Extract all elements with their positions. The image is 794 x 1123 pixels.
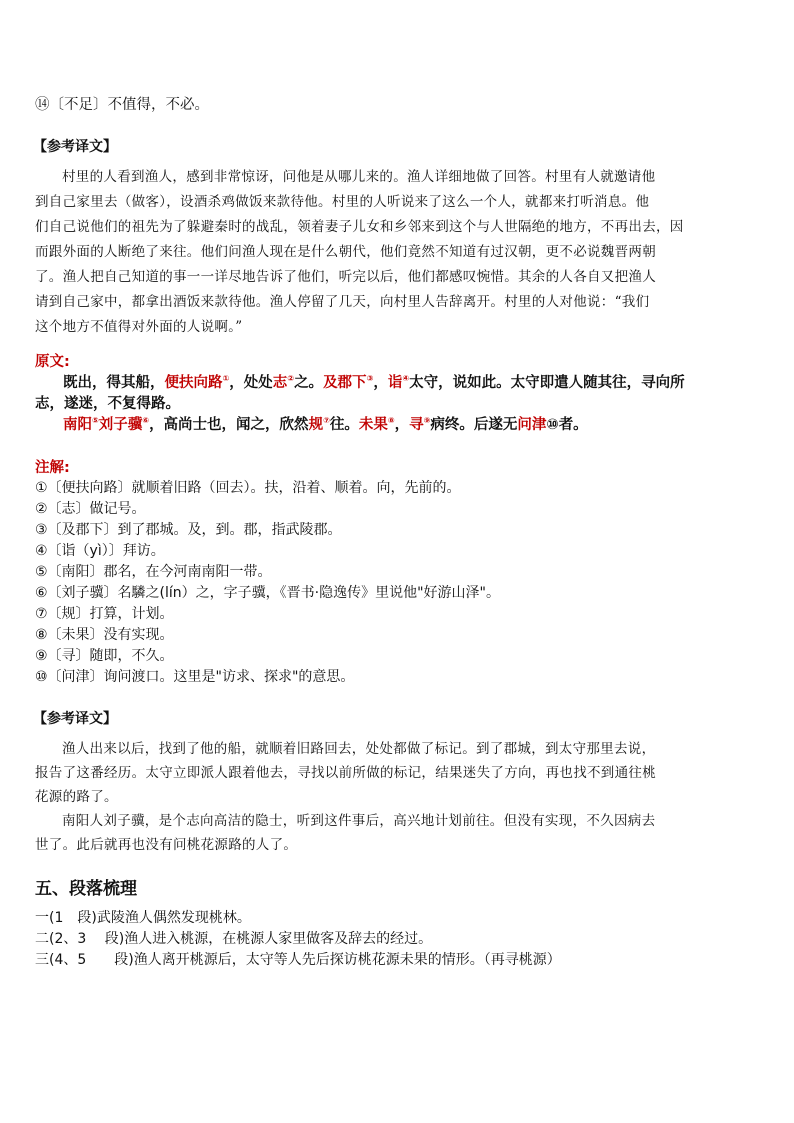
- original-text-segment: 往。: [329, 417, 359, 433]
- original-text-segment: ，: [373, 375, 388, 391]
- translation-2-line: 花源的路了。: [35, 789, 118, 805]
- original-text-segment: 者。: [558, 417, 588, 433]
- original-text-line-3: [63, 413, 588, 434]
- note-14: ⑭〔不足〕不值得，不必。: [35, 97, 209, 113]
- translation-heading-1: 【参考译文】: [33, 139, 117, 155]
- note-item: ①〔便扶向路〕就顺着旧路（回去）。扶，沿着、顺着。向，先前的。: [35, 480, 461, 496]
- note-item: ⑦〔规〕打算，计划。: [35, 606, 174, 622]
- original-text-line-2: 志，遂迷，不复得路。: [35, 396, 180, 412]
- note-item: ⑩〔问津〕询问渡口。这里是"访求、探求"的意思。: [35, 669, 355, 685]
- note-ref: ⑨: [423, 416, 431, 426]
- note-item: ④〔诣（yì）〕拜访。: [35, 543, 165, 559]
- annotated-word: 及郡下: [323, 375, 367, 391]
- translation-2-line: 南阳人刘子骥，是个志向高洁的隐士，听到这件事后，高兴地计划前往。但没有实现，不久因病去: [62, 813, 656, 829]
- paragraph-outline-item: 一(1 段)武陵渔人偶然发现桃林。: [35, 910, 251, 926]
- note-ref: ⑦: [323, 416, 330, 426]
- paragraph-outline-item: 三(4、5 段)渔人离开桃源后，太守等人先后探访桃花源未果的情形。（再寻桃源）: [35, 952, 561, 968]
- translation-1-line: 了。渔人把自己知道的事一一详尽地告诉了他们，听完以后，他们都感叹惋惜。其余的人各自又把渔人: [35, 269, 656, 285]
- translation-1-line: 请到自己家中，都拿出酒饭来款待他。渔人停留了几天，向村里人告辞离开。村里的人对他说：“我们: [35, 294, 650, 310]
- translation-1-line: 到自己家里去（做客），设酒杀鸡做饭来款待他。村里的人听说来了这么一个人，就都来打听消息。他: [35, 194, 650, 210]
- translation-heading-2: 【参考译文】: [33, 711, 117, 727]
- annotated-word: 问津: [517, 417, 547, 433]
- note-ref: ⑥: [142, 416, 150, 426]
- notes-heading: 注解:: [35, 460, 70, 476]
- annotated-word: 寻: [409, 417, 424, 433]
- original-text-segment: 太守，说如此。太守即遣人随其往，寻向所: [409, 375, 685, 391]
- original-text-segment: 既出，得其船，: [63, 375, 165, 391]
- translation-2-line: 世了。此后就再也没有问桃花源路的人了。: [35, 837, 298, 853]
- note-ref: ⑩: [546, 417, 559, 433]
- note-ref: ①: [222, 374, 230, 384]
- original-text-segment: 之。: [294, 375, 324, 391]
- paragraph-outline-item: 二(2、3 段)渔人进入桃源，在桃源人家里做客及辞去的经过。: [35, 931, 433, 947]
- annotated-word: 诣: [387, 375, 403, 391]
- translation-2-line: 报告了这番经历。太守立即派人跟着他去，寻找以前所做的标记，结果迷失了方向，再也找不到通往桃: [35, 765, 656, 781]
- annotated-word: 未果: [358, 417, 388, 433]
- translation-1-line: 而跟外面的人断绝了来往。他们问渔人现在是什么朝代，他们竟然不知道有过汉朝，更不必说魏晋两朝: [35, 244, 656, 260]
- section-5-title: 五、段落梳理: [35, 879, 137, 899]
- annotated-word: 南阳: [63, 417, 92, 433]
- translation-1-line: 村里的人看到渔人，感到非常惊讶，问他是从哪儿来的。渔人详细地做了回答。村里有人就邀请他: [62, 169, 656, 185]
- original-text-segment: ，: [394, 417, 410, 433]
- note-ref: ④: [402, 374, 410, 384]
- original-text-segment: ，高尚士也，闻之，欣然: [149, 417, 309, 433]
- note-item: ⑧〔未果〕没有实现。: [35, 627, 174, 643]
- translation-2-line: 渔人出来以后，找到了他的船，就顺着旧路回去，处处都做了标记。到了郡城，到太守那里去说，: [62, 741, 656, 757]
- annotated-word: 规: [308, 417, 324, 433]
- original-text-heading: 原文:: [35, 354, 70, 370]
- original-text-segment: 病终。后遂无: [430, 417, 518, 433]
- note-ref: ⑧: [387, 416, 395, 426]
- note-item: ③〔及郡下〕到了郡城。及，到。郡，指武陵郡。: [35, 522, 342, 538]
- original-text-segment: ，处处: [229, 375, 273, 391]
- original-text-line-1: [63, 371, 685, 392]
- note-ref: ③: [366, 374, 374, 384]
- translation-1-line: 这个地方不值得对外面的人说啊。”: [35, 319, 243, 335]
- note-item: ⑥〔刘子骥〕名驎之(lín）之，字子骥，《晋书·隐逸传》里说他"好游山泽"。: [35, 585, 500, 601]
- annotated-word: 便扶向路: [164, 375, 223, 391]
- annotated-word: 刘子骥: [98, 417, 143, 433]
- note-ref: ②: [287, 374, 295, 384]
- note-item: ⑤〔南阳〕郡名，在今河南南阳一带。: [35, 564, 272, 580]
- note-item: ⑨〔寻〕随即，不久。: [35, 648, 174, 664]
- annotated-word: 志: [272, 375, 288, 391]
- translation-1-line: 们自己说他们的祖先为了躲避秦时的战乱，领着妻子儿女和乡邻来到这个与人世隔绝的地方，不再出去，因: [35, 219, 684, 235]
- note-item: ②〔志〕做记号。: [35, 501, 146, 517]
- note-ref: ⑤: [92, 416, 99, 426]
